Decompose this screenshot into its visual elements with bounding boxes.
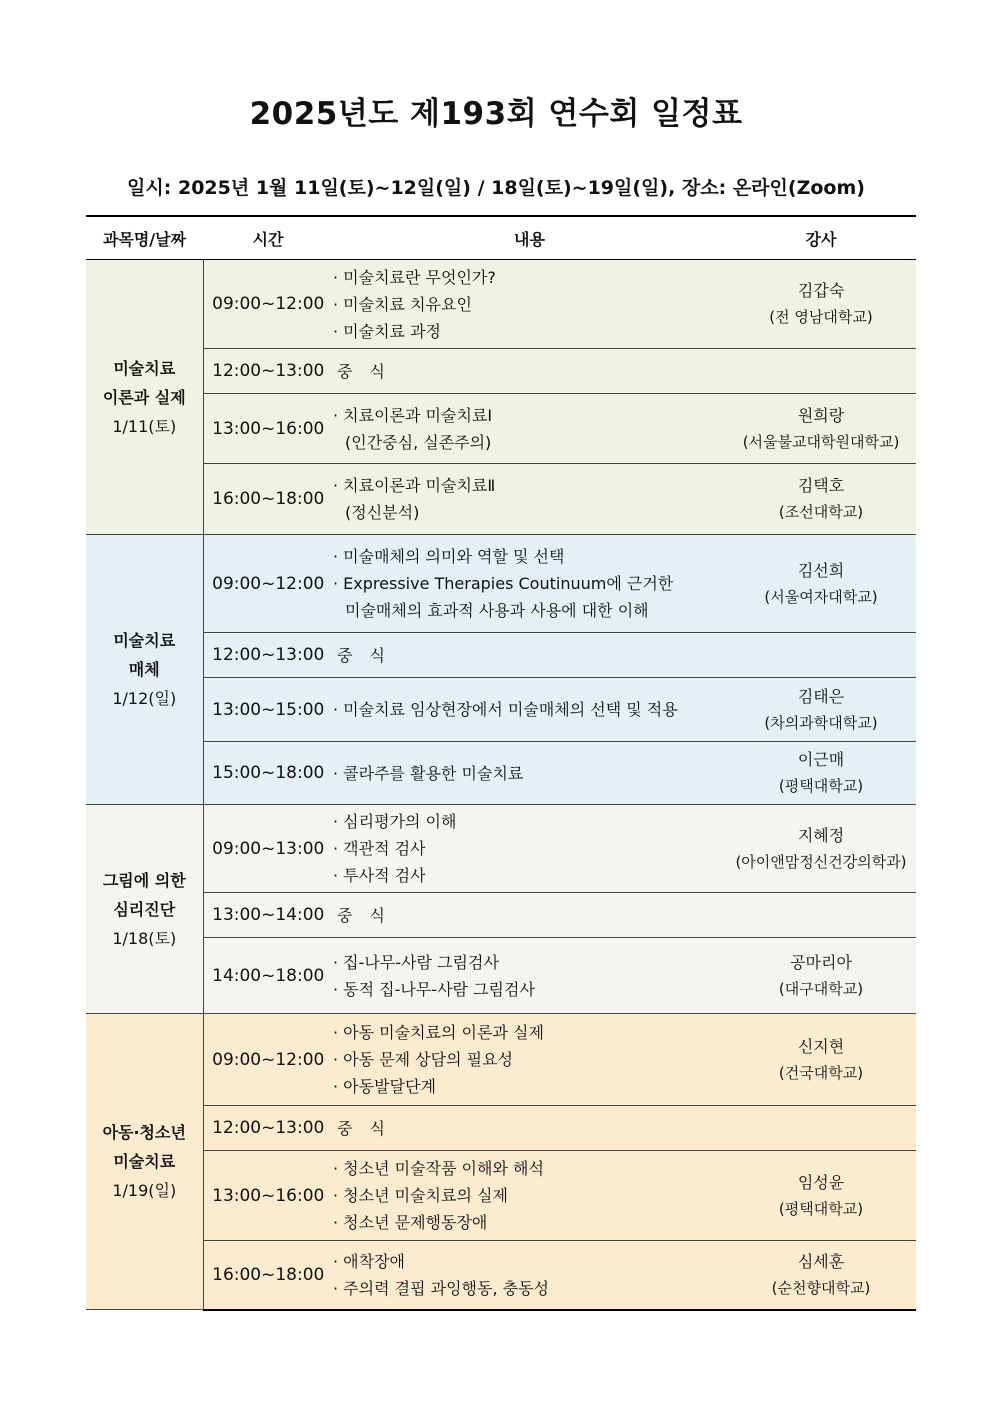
session-time: 16:00~18:00	[203, 1241, 333, 1310]
session-time: 12:00~13:00	[203, 349, 333, 394]
content-line: · 애착장애	[333, 1251, 405, 1271]
table-row	[86, 464, 916, 535]
content-line: · 청소년 문제행동장애	[333, 1213, 488, 1232]
lecturer-cell	[726, 349, 916, 394]
header-content: 내용	[333, 216, 726, 260]
content-line: · 심리평가의 이해	[333, 812, 457, 831]
lecturer-cell	[726, 535, 916, 633]
lecturer-name: 김선희	[797, 560, 845, 580]
session-time: 13:00~16:00	[203, 1151, 333, 1241]
content-line: · 치료이론과 미술치료Ⅰ	[333, 405, 493, 425]
lecturer-name: 김태은	[797, 686, 845, 706]
session-content	[333, 535, 726, 633]
session-content	[333, 349, 726, 394]
session-time: 13:00~15:00	[203, 678, 333, 742]
content-line: · 미술치료 임상현장에서 미술매체의 선택 및 적용	[333, 700, 678, 719]
course-cell	[86, 805, 203, 1014]
content-line: · 객관적 검사	[333, 839, 426, 858]
header-course: 과목명/날짜	[86, 216, 203, 260]
course-cell	[86, 1014, 203, 1310]
course-cell	[86, 535, 203, 805]
lecturer-affiliation: (건국대학교)	[778, 1063, 864, 1082]
lecturer-cell	[726, 1241, 916, 1310]
table-row	[86, 633, 916, 678]
lecturer-name: 신지현	[797, 1036, 845, 1056]
table-row	[86, 678, 916, 742]
lecturer-affiliation: (서울여자대학교)	[764, 587, 878, 606]
session-content	[333, 633, 726, 678]
session-content	[333, 1014, 726, 1106]
session-content	[333, 260, 726, 349]
lunch-label: 중 식	[337, 1118, 391, 1138]
lecturer-affiliation: (평택대학교)	[778, 1199, 864, 1218]
lecturer-cell	[726, 893, 916, 938]
content-line: · Expressive Therapies Coutinuum에 근거한	[333, 574, 674, 593]
session-content	[333, 464, 726, 535]
session-time: 16:00~18:00	[203, 464, 333, 535]
session-content	[333, 893, 726, 938]
header-time: 시간	[203, 216, 333, 260]
lecturer-affiliation: (조선대학교)	[778, 503, 864, 521]
schedule-table	[86, 215, 916, 1311]
lecturer-cell	[726, 1151, 916, 1241]
page-title: 2025년도 제193회 연수회 일정표	[249, 96, 743, 132]
session-content	[333, 1106, 726, 1151]
course-name: 그림에 의한	[102, 870, 186, 890]
content-line: · 집-나무-사람 그림검사	[333, 952, 499, 972]
lecturer-affiliation: (차의과학대학교)	[764, 713, 878, 732]
course-date: 1/19(일)	[112, 1181, 177, 1200]
table-row	[86, 1106, 916, 1151]
session-time: 09:00~13:00	[203, 805, 333, 893]
table-row	[86, 394, 916, 464]
table-row	[86, 893, 916, 938]
lecturer-cell	[726, 678, 916, 742]
table-row	[86, 1014, 916, 1106]
table-row	[86, 805, 916, 893]
content-line: · 동적 집-나무-사람 그림검사	[333, 979, 535, 999]
course-cell	[86, 260, 203, 535]
session-time: 12:00~13:00	[203, 633, 333, 678]
content-line: · 청소년 미술치료의 실제	[333, 1186, 508, 1205]
content-line: · 아동 미술치료의 이론과 실제	[333, 1023, 544, 1042]
lecturer-name: 심세훈	[797, 1251, 845, 1271]
lecturer-name: 원희랑	[797, 405, 845, 425]
course-date: 1/18(토)	[112, 928, 177, 948]
lunch-label: 중 식	[337, 905, 391, 925]
session-time: 12:00~13:00	[203, 1106, 333, 1151]
lecturer-name: 김택호	[797, 476, 845, 495]
content-line: · 미술치료 과정	[333, 321, 441, 341]
day-group-3	[86, 805, 916, 1014]
session-time: 09:00~12:00	[203, 535, 333, 633]
content-line: · 아동 문제 상담의 필요성	[333, 1050, 513, 1069]
course-name: 미술치료	[113, 631, 176, 650]
course-name: 미술치료	[113, 358, 176, 378]
table-header-row	[86, 216, 916, 260]
header-lecturer: 강사	[726, 216, 916, 260]
table-row	[86, 938, 916, 1014]
session-time: 13:00~16:00	[203, 394, 333, 464]
table-row	[86, 349, 916, 394]
session-content	[333, 938, 726, 1014]
session-content	[333, 1241, 726, 1310]
course-date: 1/12(일)	[112, 689, 177, 708]
lecturer-affiliation: (평택대학교)	[778, 777, 864, 795]
lecturer-name: 김갑숙	[797, 281, 845, 300]
session-content	[333, 394, 726, 464]
lecturer-cell	[726, 394, 916, 464]
content-line: · 미술치료 치유요인	[333, 294, 472, 314]
day-group-1	[86, 260, 916, 535]
session-time: 13:00~14:00	[203, 893, 333, 938]
table-row	[86, 1241, 916, 1310]
lunch-label: 중 식	[337, 361, 391, 381]
content-line: · 투사적 검사	[333, 866, 426, 885]
lecturer-name: 이근매	[797, 750, 845, 769]
course-name: 심리진단	[113, 899, 176, 919]
content-line: · 미술치료란 무엇인가?	[333, 267, 496, 287]
content-line: · 미술매체의 의미와 역할 및 선택	[333, 547, 565, 566]
day-group-4	[86, 1014, 916, 1310]
course-name: 미술치료	[113, 1152, 176, 1171]
lecturer-affiliation: (서울불교대학원대학교)	[742, 432, 900, 451]
day-group-2	[86, 535, 916, 805]
content-line: (정신분석)	[345, 503, 420, 522]
session-time: 09:00~12:00	[203, 260, 333, 349]
lecturer-cell	[726, 1014, 916, 1106]
content-line: · 치료이론과 미술치료Ⅱ	[333, 476, 496, 495]
content-line: 미술매체의 효과적 사용과 사용에 대한 이해	[345, 601, 649, 620]
lecturer-affiliation: (대구대학교)	[778, 979, 864, 998]
content-line: (인간중심, 실존주의)	[345, 432, 492, 452]
session-time: 14:00~18:00	[203, 938, 333, 1014]
session-content	[333, 805, 726, 893]
content-line: · 주의력 결핍 과잉행동, 충동성	[333, 1278, 549, 1298]
session-content	[333, 1151, 726, 1241]
lecturer-cell	[726, 464, 916, 535]
session-content	[333, 678, 726, 742]
lecturer-cell	[726, 742, 916, 805]
table-row	[86, 535, 916, 633]
lecturer-name: 임성윤	[797, 1172, 845, 1192]
lecturer-cell	[726, 260, 916, 349]
lecturer-cell	[726, 633, 916, 678]
table-row	[86, 260, 916, 349]
schedule-info: 일시: 2025년 1월 11일(토)~12일(일) / 18일(토)~19일(일), 장소: 온라인(Zoom)	[127, 177, 865, 199]
lecturer-affiliation: (전 영남대학교)	[769, 308, 873, 326]
session-content	[333, 742, 726, 805]
lecturer-name: 공마리아	[790, 952, 852, 972]
lecturer-cell	[726, 805, 916, 893]
course-date: 1/11(토)	[112, 416, 177, 436]
course-name: 매체	[128, 660, 160, 679]
table-row	[86, 1151, 916, 1241]
table-row	[86, 742, 916, 805]
content-line: · 콜라주를 활용한 미술치료	[333, 763, 524, 783]
lecturer-cell	[726, 1106, 916, 1151]
content-line: · 아동발달단계	[333, 1077, 436, 1096]
lecturer-affiliation: (순천향대학교)	[771, 1278, 871, 1297]
session-time: 15:00~18:00	[203, 742, 333, 805]
course-name: 아동·청소년	[102, 1123, 186, 1142]
lecturer-cell	[726, 938, 916, 1014]
lecturer-affiliation: (아이앤맘정신건강의학과)	[735, 852, 907, 871]
lecturer-name: 지혜정	[797, 825, 845, 845]
session-time: 09:00~12:00	[203, 1014, 333, 1106]
lunch-label: 중 식	[337, 645, 391, 665]
content-line: · 청소년 미술작품 이해와 해석	[333, 1159, 544, 1178]
course-name: 이론과 실제	[102, 387, 186, 407]
